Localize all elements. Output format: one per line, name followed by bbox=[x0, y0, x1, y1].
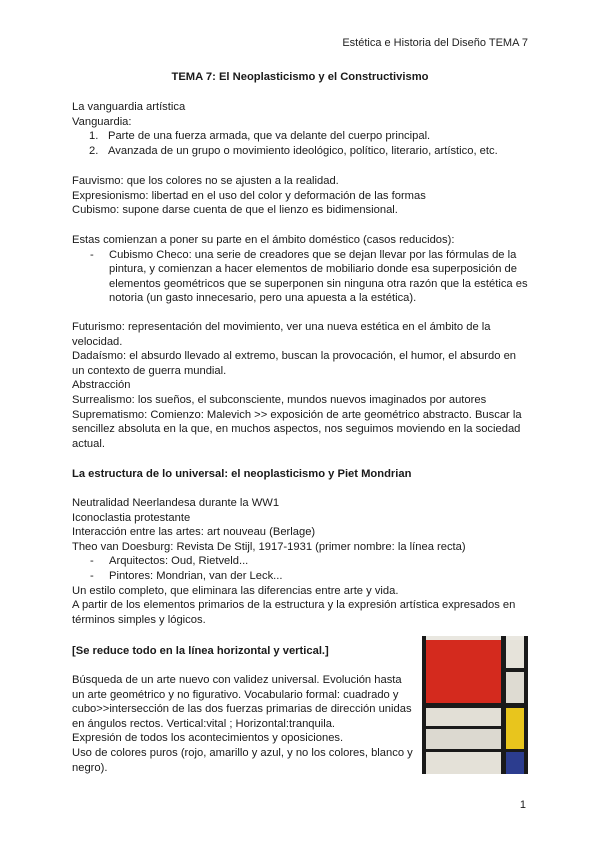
body-line: Un estilo completo, que eliminara las diferencias entre arte y vida. bbox=[72, 584, 399, 597]
body-line: Iconoclastia protestante bbox=[72, 511, 191, 524]
section-heading: [Se reduce todo en la línea horizontal y vertical.] bbox=[72, 645, 329, 657]
page-number: 1 bbox=[519, 799, 526, 811]
section-heading: La vanguardia artística bbox=[72, 101, 186, 113]
body-paragraph: Expresión de todos los acontecimientos y oposiciones. bbox=[72, 732, 344, 745]
definition-list bbox=[72, 129, 530, 158]
section-heading: La estructura de lo universal: el neoplasticismo y Piet Mondrian bbox=[72, 468, 412, 480]
white-plane bbox=[506, 640, 524, 668]
neoplasticism-body bbox=[72, 496, 530, 627]
movement-line: Dadaísmo: el absurdo llevado al extremo, buscan la provocación, el humor, el absurdo en un contexto de guerra mundial. bbox=[72, 350, 517, 377]
movement-line: Fauvismo: que los colores no se ajusten a la realidad. bbox=[72, 175, 339, 187]
vanguardia-label: Vanguardia: bbox=[72, 115, 132, 128]
list-item: 2. Avanzada de un grupo o movimiento ideológico, político, literario, artístico, etc. bbox=[89, 144, 498, 157]
list-item: - Pintores: Mondrian, van der Leck... bbox=[90, 569, 283, 582]
movement-line: Suprematismo: Comienzo: Malevich >> exposición de arte geométrico abstracto. Buscar la sencillez absoluta en la que, en muchos aspectos, nos seguimos moviendo en la sociedad actual. bbox=[72, 408, 522, 450]
artists-list bbox=[72, 554, 530, 583]
movements-list-b bbox=[72, 320, 530, 451]
movement-line: Expresionismo: libertad en el uso del color y deformación de las formas bbox=[72, 189, 426, 202]
movement-line: Futurismo: representación del movimiento, ver una nueva estética en el ámbito de la velocidad. bbox=[72, 321, 491, 348]
blue-plane bbox=[506, 752, 524, 774]
body-line: Interacción entre las artes: art nouveau (Berlage) bbox=[72, 526, 316, 539]
page-header: Estética e Historia del Diseño TEMA 7 bbox=[342, 37, 528, 49]
white-plane bbox=[506, 672, 524, 703]
neoplasticism-section bbox=[72, 467, 530, 482]
white-plane bbox=[426, 708, 501, 726]
body-paragraph: Uso de colores puros (rojo, amarillo y azul, y no los colores, blanco y negro). bbox=[72, 746, 413, 774]
yellow-plane bbox=[506, 708, 524, 749]
red-plane bbox=[426, 640, 501, 703]
mondrian-painting-image bbox=[422, 636, 528, 774]
black-line bbox=[506, 668, 528, 672]
horizontal-vertical-body bbox=[72, 673, 414, 775]
domestic-intro: Estas comienzan a poner su parte en el ámbito doméstico (casos reducidos): bbox=[72, 234, 455, 246]
movement-line: Surrealismo: los sueños, el subconsciente, mundos nuevos imaginados por autores bbox=[72, 393, 487, 406]
vanguard-section bbox=[72, 100, 530, 158]
horizontal-vertical-section bbox=[72, 644, 417, 659]
list-item: - Arquitectos: Oud, Rietveld... bbox=[90, 555, 249, 568]
domestic-section bbox=[72, 233, 530, 306]
white-plane bbox=[426, 752, 501, 774]
movement-line: Cubismo: supone darse cuenta de que el lienzo es bidimensional. bbox=[72, 204, 398, 217]
document-title: TEMA 7: El Neoplasticismo y el Constructivismo bbox=[171, 71, 429, 83]
body-line: A partir de los elementos primarios de la estructura y la expresión artística expresados en términos simples y lógicos. bbox=[72, 599, 516, 626]
white-plane bbox=[426, 729, 501, 749]
list-item: - Cubismo Checo: una serie de creadores que se dejan llevar por las fórmulas de la pintura, y comienzan a hacer elementos de mobiliario donde esa superposición de elementos geométricos que se superponen sin ninguna otra razón que la estética es notoria (un gasto innecesario, pero una apuesta a la estética). bbox=[90, 248, 528, 305]
domestic-list bbox=[72, 248, 530, 306]
black-line bbox=[422, 749, 528, 752]
movements-list-a bbox=[72, 174, 530, 218]
black-line bbox=[422, 726, 506, 729]
body-paragraph: Búsqueda de un arte nuevo con validez universal. Evolución hasta un arte geométrico y no figurativo. Vocabulario formal: cuadrado y cubo>>intersección de las dos fuerzas primarias de dirección unidas en ángulos rectos. Vertical:vital ; Horizontal:tranquila. bbox=[72, 674, 412, 730]
black-line bbox=[422, 703, 528, 708]
body-line: Neutralidad Neerlandesa durante la WW1 bbox=[72, 497, 280, 509]
list-item: 1. Parte de una fuerza armada, que va delante del cuerpo principal. bbox=[89, 130, 431, 143]
movement-line: Abstracción bbox=[72, 379, 131, 392]
body-line: Theo van Doesburg: Revista De Stijl, 1917-1931 (primer nombre: la línea recta) bbox=[72, 540, 466, 553]
